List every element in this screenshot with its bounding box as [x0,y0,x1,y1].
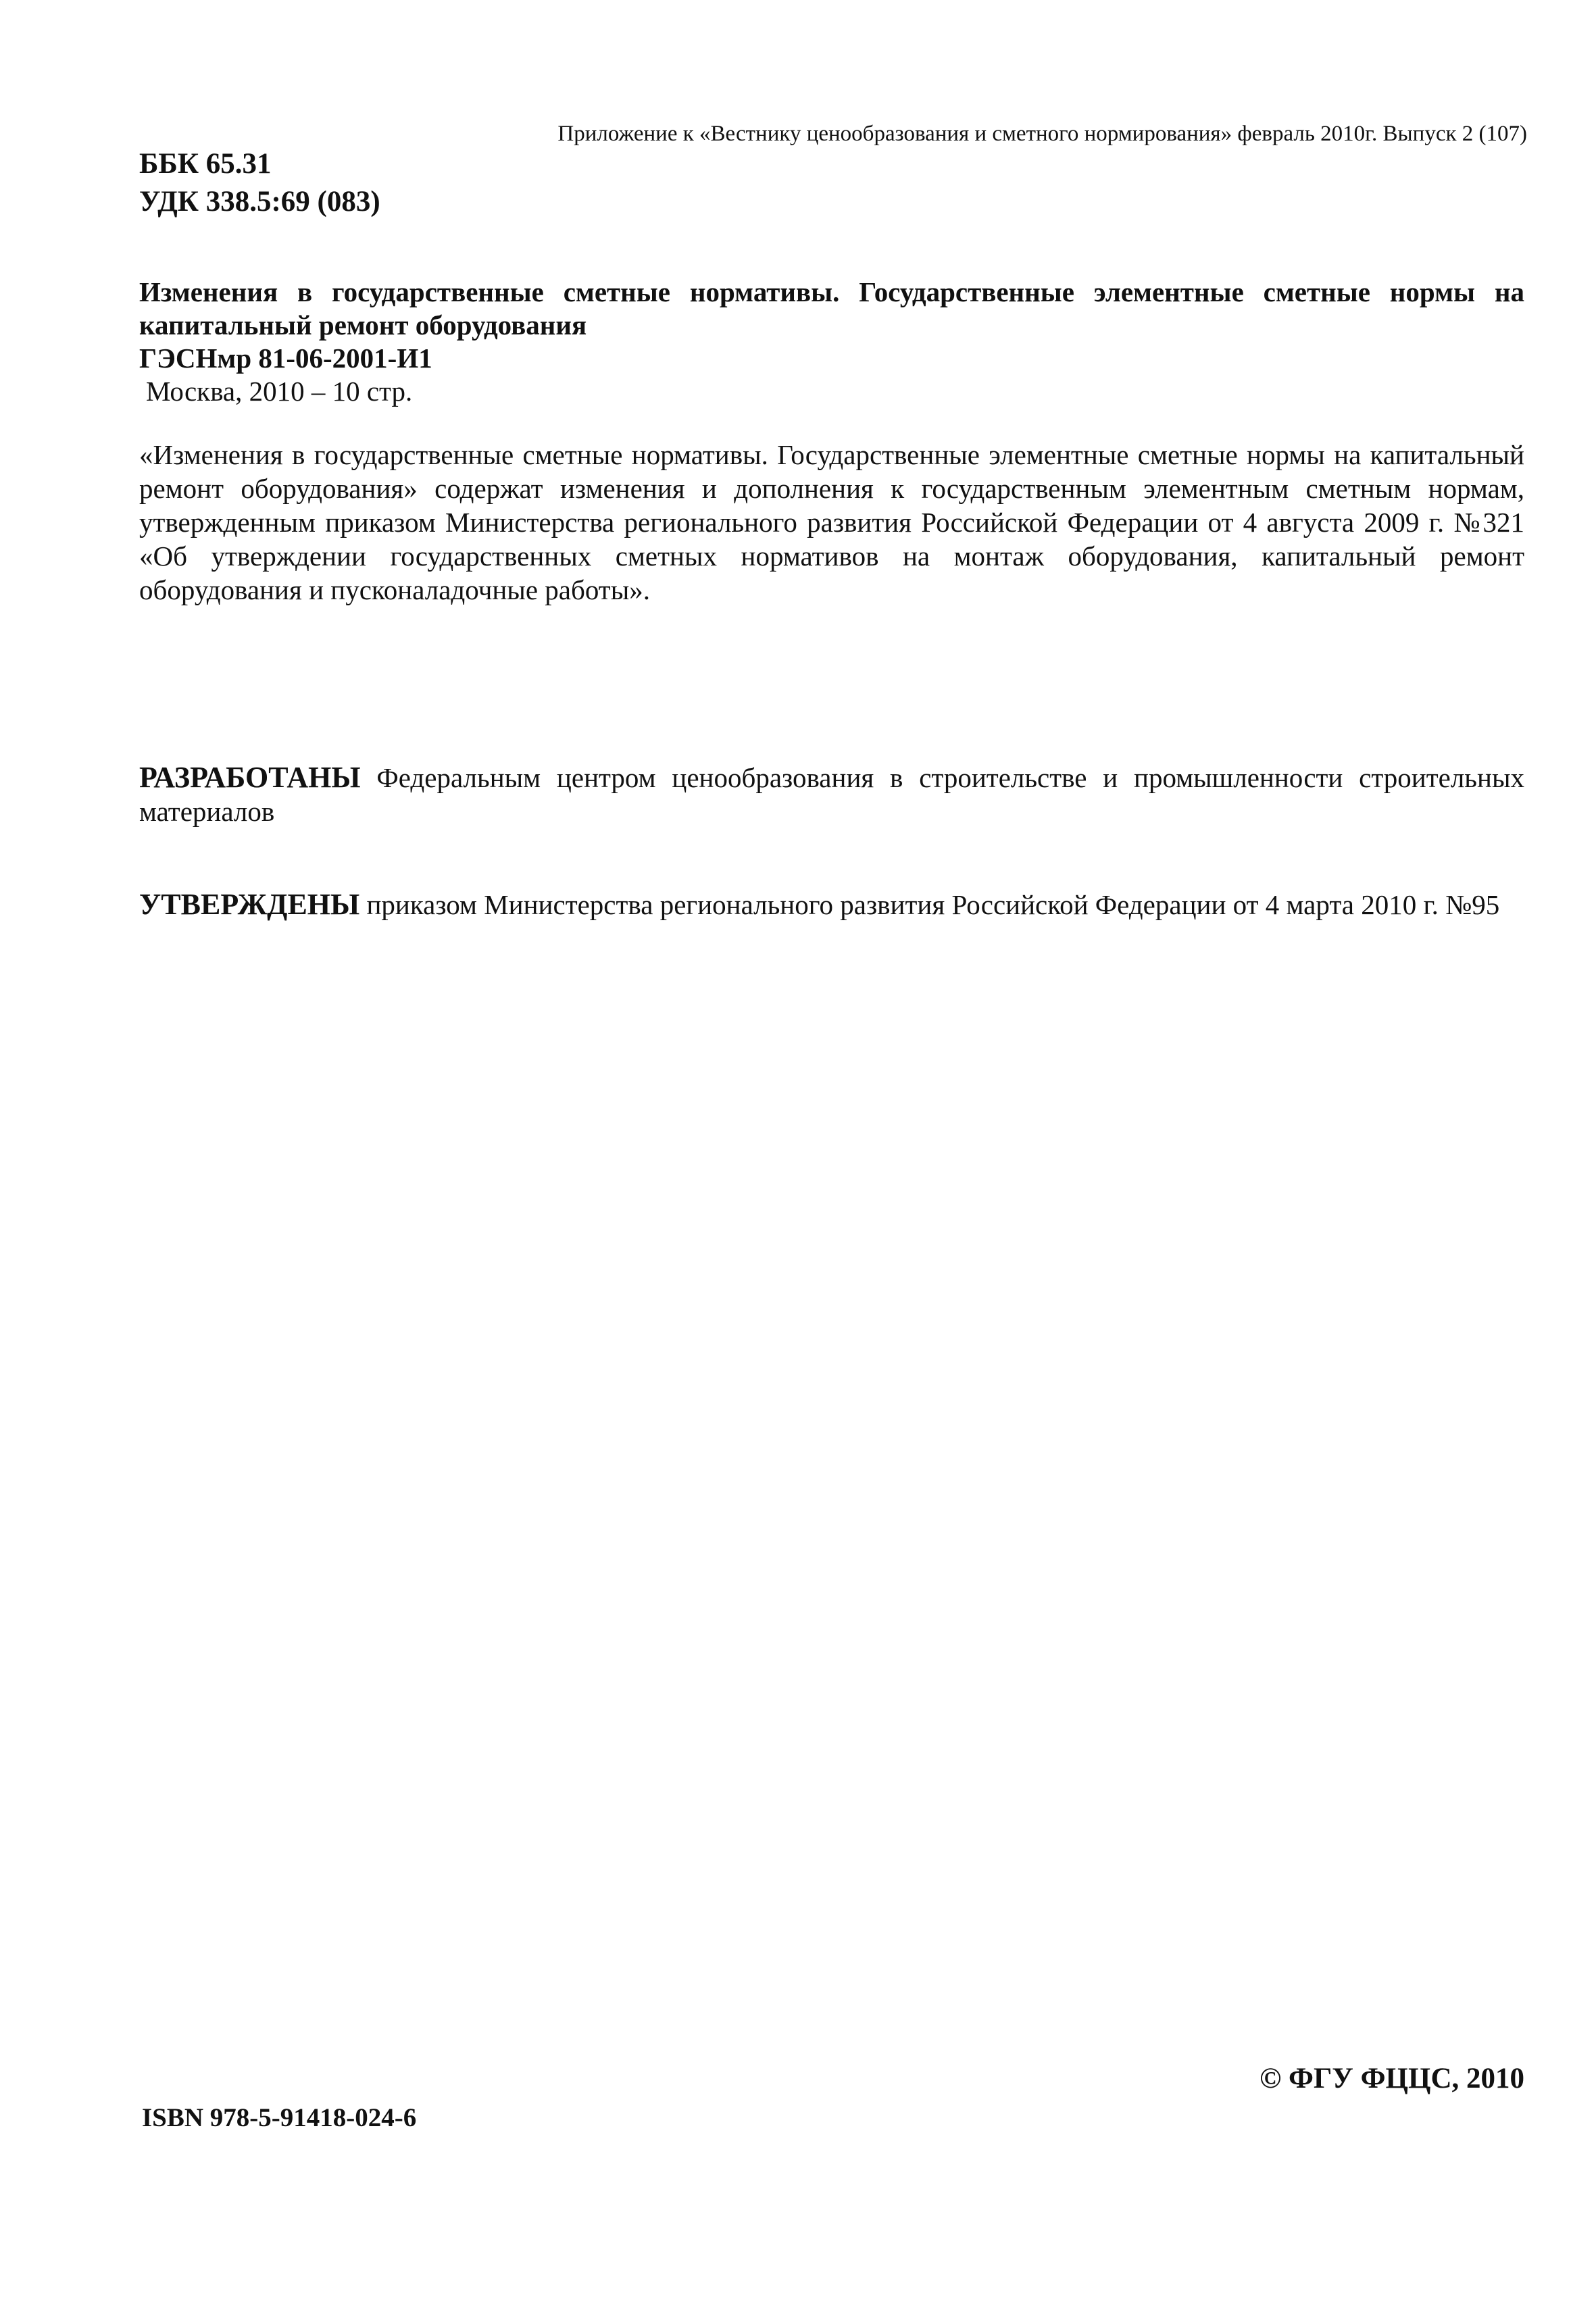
description-paragraph: «Изменения в государственные сметные нормативы. Государственные элементные сметные нормы на капитальный ремонт оборудования» содержат изменения и дополнения к государственным элементным сметным нормам, утвержденным приказом Министерства регионального развития Российской Федерации от 4 августа 2009 г. №321 «Об утверждении государственных сметных нормативов на монтаж оборудования, капитальный ремонт оборудования и пусконаладочные работы». [139,439,1524,605]
bbk-code: ББК 65.31 [139,148,272,180]
publication-info: Москва, 2010 – 10 стр. [146,376,413,407]
isbn: ISBN 978-5-91418-024-6 [142,2103,417,2132]
document-code: ГЭСНмр 81-06-2001-И1 [139,343,432,374]
supplement-header: Приложение к «Вестнику ценообразования и сметного нормирования» февраль 2010г. Выпуск 2 (107) [557,122,1527,146]
approved-by [139,888,1524,922]
developed-by [139,761,1524,828]
copyright: © ФГУ ФЦЦС, 2010 [1260,2063,1524,2094]
approved-label: УТВЕРЖДЕНЫ [139,888,360,921]
classification-codes [139,145,380,221]
title-block [139,276,1524,408]
udk-code: УДК 338.5:69 (083) [139,186,380,218]
approved-text: приказом Министерства регионального развития Российской Федерации от 4 марта 2010 г. №95 [359,889,1500,920]
developed-label: РАЗРАБОТАНЫ [139,761,361,794]
document-title: Изменения в государственные сметные нормативы. Государственные элементные сметные нормы на капитальный ремонт оборудования [139,276,1524,341]
developed-text: Федеральным центром ценообразования в строительстве и промышленности строительных материалов [139,762,1524,827]
